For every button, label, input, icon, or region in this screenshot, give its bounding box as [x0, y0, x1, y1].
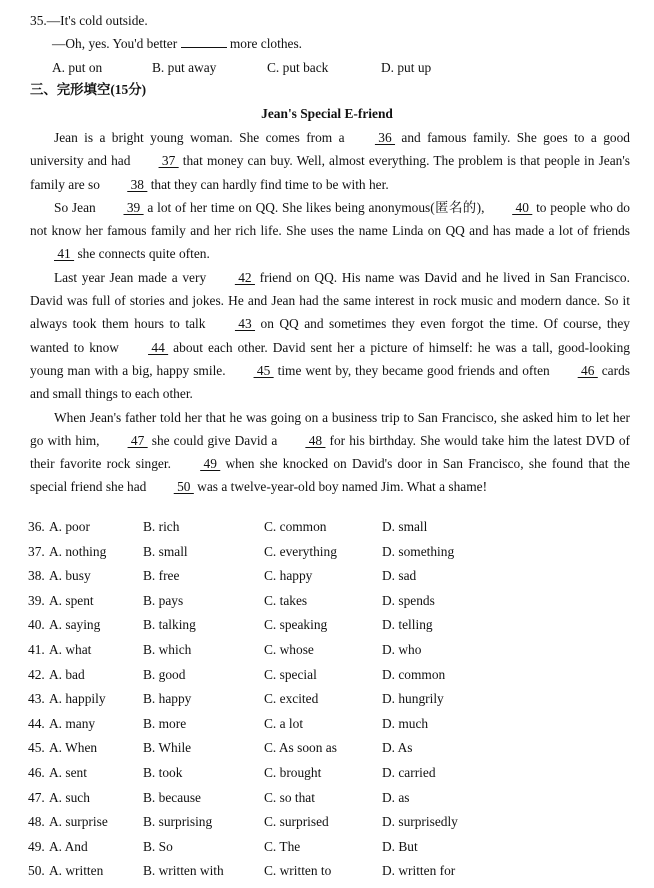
choice-option-d: D. telling [382, 617, 433, 633]
blank-36: 36 [374, 130, 396, 145]
choice-option-b: B. free [143, 568, 180, 584]
choice-row [28, 786, 638, 811]
choice-row [28, 564, 638, 589]
section-heading: 三、完形填空(15分) [30, 82, 147, 97]
choice-option-c: C. special [264, 666, 317, 682]
question-35-option-d: D. put up [381, 60, 432, 75]
passage-paragraph-2: So Jean 39 a lot of her time on QQ. She likes being anonymous(匿名的), 40 to people who do not know her famous family and her rich life. She uses the name Linda on QQ and has made a lot of friends 41 she connects quite often. [30, 196, 630, 266]
choice-number: 39. [28, 592, 45, 608]
choice-option-b: B. talking [143, 617, 196, 633]
choice-row [28, 859, 638, 884]
choice-option-a: A. sent [49, 764, 87, 780]
question-35-response-end: more clothes. [229, 36, 303, 51]
choice-option-a: A. bad [49, 666, 85, 682]
choice-option-d: D. spends [382, 592, 435, 608]
choice-number: 42. [28, 666, 45, 682]
choice-row [28, 810, 638, 835]
choice-number: 45. [28, 740, 45, 756]
choice-option-d: D. common [382, 666, 446, 682]
choice-option-c: C. written to [264, 863, 332, 879]
blank-40: 40 [512, 199, 533, 215]
choice-row [28, 589, 638, 614]
choice-option-a: A. spent [49, 592, 94, 608]
blank-48: 48 [305, 432, 326, 448]
choice-option-a: A. what [49, 641, 92, 657]
choice-option-d: D. sad [382, 568, 417, 584]
choice-option-b: B. good [143, 666, 186, 682]
blank-45: 45 [253, 362, 274, 378]
choice-option-d: D. written for [382, 863, 456, 879]
choice-option-b: B. While [143, 740, 192, 756]
choice-option-a: A. written [49, 863, 104, 879]
choice-row [28, 712, 638, 737]
choice-option-b: B. more [143, 715, 187, 731]
choice-option-b: B. small [143, 543, 188, 559]
choice-option-c: C. As soon as [264, 740, 337, 756]
choice-option-d: D. carried [382, 764, 436, 780]
choice-number: 41. [28, 641, 45, 657]
choice-option-d: D. But [382, 838, 418, 854]
blank-39: 39 [123, 199, 144, 215]
blank-47: 47 [127, 432, 148, 448]
choice-number: 50. [28, 863, 45, 879]
choice-option-a: A. poor [49, 519, 90, 534]
choice-option-b: B. pays [143, 592, 184, 608]
choice-option-c: C. surprised [264, 814, 329, 830]
choice-option-a: A. such [49, 789, 90, 805]
choice-row [28, 835, 638, 860]
question-35-option-b: B. put away [152, 60, 217, 75]
choice-option-d: D. much [382, 715, 429, 731]
choice-number: 44. [28, 715, 45, 731]
choice-option-c: C. whose [264, 641, 314, 657]
choice-number: 37. [28, 543, 45, 559]
choice-number: 40. [28, 617, 45, 633]
choice-option-a: A. When [49, 740, 98, 756]
choice-row [28, 761, 638, 786]
choice-option-a: A. nothing [49, 543, 107, 559]
choice-option-c: C. common [264, 519, 327, 534]
choice-option-a: A. saying [49, 617, 101, 633]
choice-number: 47. [28, 789, 45, 805]
choice-option-d: D. As [382, 740, 413, 756]
passage-title: Jean's Special E-friend [261, 106, 393, 121]
question-35-response [52, 32, 302, 55]
choice-option-c: C. excited [264, 691, 319, 707]
blank-49: 49 [200, 456, 221, 472]
choice-option-a: A. many [49, 715, 96, 731]
choice-option-c: C. brought [264, 764, 322, 780]
choice-number: 46. [28, 764, 45, 780]
choice-option-b: B. So [143, 838, 173, 854]
choice-option-b: B. because [143, 789, 202, 805]
choice-row [28, 515, 638, 540]
choice-row [28, 736, 638, 761]
blank-42: 42 [234, 269, 255, 285]
choice-number: 49. [28, 838, 45, 854]
question-35-response-start: —Oh, yes. You'd better [52, 36, 178, 51]
choice-row [28, 540, 638, 565]
choice-option-b: B. surprising [143, 814, 213, 830]
choice-option-c: C. everything [264, 543, 337, 559]
choice-number: 36. [28, 519, 45, 534]
choice-option-a: A. surprise [49, 814, 108, 830]
question-35-option-c: C. put back [267, 60, 329, 75]
choice-option-a: A. busy [49, 568, 91, 584]
choice-option-b: B. written with [143, 863, 224, 879]
choice-number: 43. [28, 691, 45, 707]
choice-option-b: B. took [143, 764, 183, 780]
choice-row [28, 663, 638, 688]
choice-option-c: C. The [264, 838, 301, 854]
passage-body [30, 126, 630, 499]
choice-option-c: C. speaking [264, 617, 328, 633]
question-35-blank [181, 33, 227, 48]
choice-option-c: C. so that [264, 789, 315, 805]
choice-option-d: D. hungrily [382, 691, 444, 707]
passage-paragraph-3: Last year Jean made a very 42 friend on QQ. His name was David and he lived in San Francisco. David was full of stories and jokes. He and Jean had the same interest in rock music and modern dance. So it always took them hours to talk 43 on QQ and sometimes they even forgot the time. Of course, they wanted to know 44 about each other. David sent her a picture of himself: he was a tall, good-looking young man with a big, happy smile. 45 time went by, they became good friends and often 46 cards and small things to each other. [30, 266, 630, 406]
blank-38: 38 [127, 176, 148, 192]
question-35-prompt: 35.—It's cold outside. [30, 13, 148, 28]
choice-option-c: C. takes [264, 592, 308, 608]
passage-paragraph-4: When Jean's father told her that he was going on a business trip to San Francisco, she asked him to let her go with him, 47 she could give David a 48 for his birthday. She would take him the latest DVD of their favorite rock singer. 49 when she knocked on David's door in San Francisco, she found that the special friend she had 50 was a twelve-year-old boy named Jim. What a shame! [30, 406, 630, 499]
answer-choices [28, 515, 638, 884]
choice-option-d: D. as [382, 789, 410, 805]
choice-option-d: D. who [382, 641, 422, 657]
choice-option-d: D. small [382, 519, 428, 534]
choice-option-a: A. And [49, 838, 88, 854]
choice-row [28, 687, 638, 712]
blank-44: 44 [148, 339, 169, 355]
choice-option-d: D. surprisedly [382, 814, 458, 830]
choice-option-a: A. happily [49, 691, 106, 707]
passage-paragraph-1: Jean is a bright young woman. She comes from a 36 and famous family. She goes to a good university and had 37 that money can buy. Well, almost everything. The problem is that people in Jean's family are so 38 that they can hardly find time to be with her. [30, 126, 630, 196]
choice-number: 38. [28, 568, 45, 584]
choice-option-b: B. happy [143, 691, 192, 707]
choice-number: 48. [28, 814, 45, 830]
blank-50: 50 [173, 479, 194, 495]
blank-46: 46 [577, 362, 598, 378]
blank-43: 43 [234, 316, 256, 332]
choice-option-c: C. a lot [264, 715, 304, 731]
blank-41: 41 [54, 246, 75, 262]
choice-option-d: D. something [382, 543, 455, 559]
blank-37: 37 [158, 153, 179, 169]
question-35-option-a: A. put on [52, 60, 103, 75]
choice-row [28, 638, 638, 663]
choice-option-c: C. happy [264, 568, 313, 584]
choice-option-b: B. which [143, 641, 192, 657]
choice-row [28, 613, 638, 638]
choice-option-b: B. rich [143, 519, 180, 534]
